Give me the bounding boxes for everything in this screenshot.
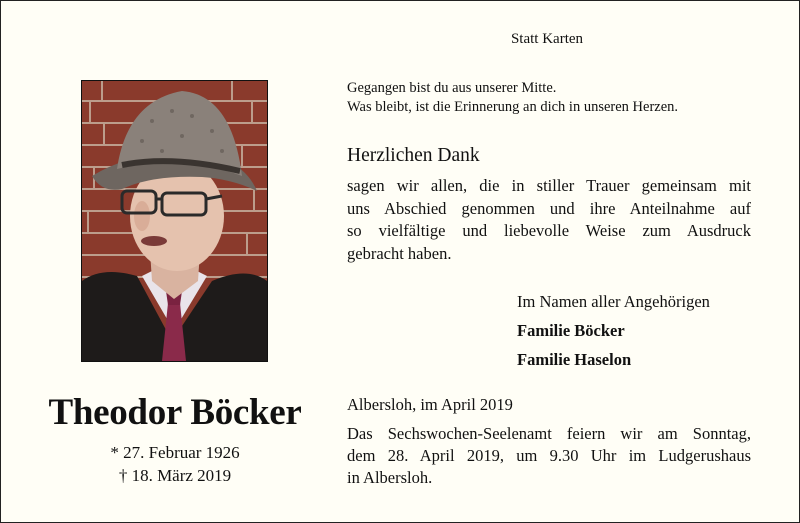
thanks-line: gebracht haben. xyxy=(347,243,452,263)
portrait-photo xyxy=(81,80,268,362)
deceased-name: Theodor Böcker xyxy=(48,392,302,433)
thanks-line: uns Abschied genommen und ihre Anteilnahme auf xyxy=(347,198,751,218)
notice-line: in Albersloh. xyxy=(347,468,433,487)
birth-date: * 27. Februar 1926 xyxy=(110,443,240,462)
thanks-title: Herzlichen Dank xyxy=(347,145,480,166)
quote-line: Was bleibt, ist die Erinnerung an dich in unseren Herzen. xyxy=(347,99,679,115)
notice-line: Das Sechswochen-Seelenamt feiern wir am Sonntag, xyxy=(347,424,751,443)
memorial-quote xyxy=(347,79,751,117)
signature-intro: Im Namen aller Angehörigen xyxy=(517,292,710,311)
thanks-line: so vielfältige und liebevolle Weise zum Ausdruck xyxy=(347,221,751,240)
heading-text: Statt Karten xyxy=(510,31,584,47)
portrait-image xyxy=(82,81,267,361)
heading xyxy=(1,31,800,48)
notice-line: dem 28. April 2019, um 9.30 Uhr im Ludgerushaus xyxy=(347,446,751,465)
death-date: † 18. März 2019 xyxy=(118,466,232,485)
place-date: Albersloh, im April 2019 xyxy=(347,395,513,414)
thanks-body xyxy=(347,175,751,265)
signature-block xyxy=(517,287,710,374)
family-name: Familie Haselon xyxy=(517,350,632,369)
thanks-line: sagen wir allen, die in stiller Trauer gemeinsam mit xyxy=(347,176,751,195)
quote-line: Gegangen bist du aus unserer Mitte. xyxy=(347,80,557,96)
life-dates xyxy=(25,441,325,487)
family-name: Familie Böcker xyxy=(517,321,625,340)
service-notice xyxy=(347,423,751,489)
